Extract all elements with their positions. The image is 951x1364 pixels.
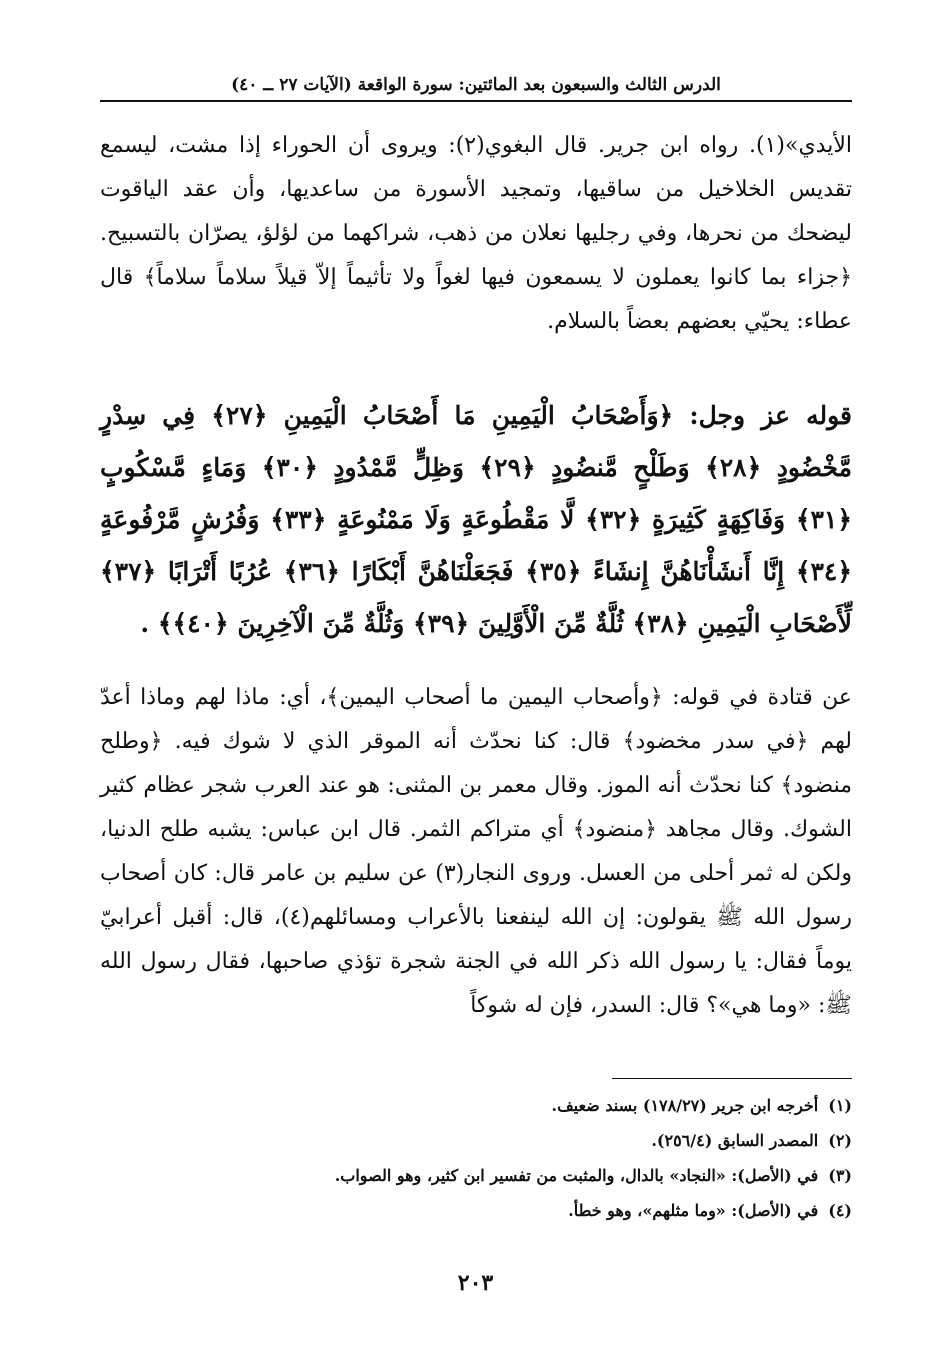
quran-lead: قوله عز وجل: (689, 401, 852, 430)
footnote-number: (٣) (828, 1166, 852, 1185)
footnotes (100, 1088, 852, 1228)
quran-verses: ﴿وَأَصْحَابُ الْيَمِينِ مَا أَصْحَابُ الْيَمِينِ ﴿٢٧﴾ فِي سِدْرٍ مَّخْضُودٍ ﴿٢٨﴾ وَطَلْحٍ مَّنضُودٍ ﴿٢٩﴾ وَظِلٍّ مَّمْدُودٍ ﴿٣٠﴾ وَمَاءٍ مَّسْكُوبٍ ﴿٣١﴾ وَفَاكِهَةٍ كَثِيرَةٍ ﴿٣٢﴾ لَّا مَقْطُوعَةٍ وَلَا مَمْنُوعَةٍ ﴿٣٣﴾ وَفُرُشٍ مَّرْفُوعَةٍ ﴿٣٤﴾ إِنَّا أَنشَأْنَاهُنَّ إِنشَاءً ﴿٣٥﴾ فَجَعَلْنَاهُنَّ أَبْكَارًا ﴿٣٦﴾ عُرُبًا أَتْرَابًا ﴿٣٧﴾ لِّأَصْحَابِ الْيَمِينِ ﴿٣٨﴾ ثُلَّةٌ مِّنَ الْأَوَّلِينَ ﴿٣٩﴾ وَثُلَّةٌ مِّنَ الْآخِرِينَ ﴿٤٠﴾﴾ . (100, 401, 853, 638)
page-number: ٢٠٣ (457, 1270, 494, 1296)
footnote-2 (100, 1123, 852, 1158)
footnote-4 (100, 1193, 852, 1228)
paragraph-1: الأيدي»(١). رواه ابن جرير. قال البغوي(٢): ويروى أن الحوراء إذا مشت، ليسمع تقديس الخلاخيل من ساقيها، وتمجيد الأسورة من ساعديها، وأن عقد الياقوت ليضحك من نحرها، وفي رجليها نعلان من ذهب، شراكهما من لؤلؤ، يصرّان بالتسبيح. ﴿جزاء بما كانوا يعملون لا يسمعون فيها لغواً ولا تأثيماً إلاّ قيلاً سلاماً سلاماً﴾ قال عطاء: يحيّي بعضهم بعضاً بالسلام. (100, 133, 853, 334)
quran-passage (100, 390, 852, 650)
footnote-text: في (الأصل): «النجاد» بالدال، والمثبت من تفسير ابن كثير، وهو الصواب. (334, 1166, 819, 1185)
running-header (100, 72, 852, 102)
header-title: الدرس الثالث والسبعون بعد المائتين: سورة الواقعة (الآيات ٢٧ ــ ٤٠) (231, 75, 721, 95)
footnote-text: المصدر السابق (٢٥٦/٤). (651, 1131, 819, 1150)
footnote-1 (100, 1088, 852, 1123)
footnote-number: (١) (828, 1096, 852, 1115)
footnote-3 (100, 1158, 852, 1193)
footnote-number: (٢) (828, 1131, 852, 1150)
footnote-divider (612, 1078, 852, 1079)
footnote-text: أخرجه ابن جرير (١٧٨/٢٧) بسند ضعيف. (551, 1096, 819, 1115)
paragraph-2: عن قتادة في قوله: ﴿وأصحاب اليمين ما أصحاب اليمين﴾، أي: ماذا لهم وماذا أعدّ لهم ﴿في سدر مخضود﴾ قال: كنا نحدّث أنه الموقر الذي لا شوك فيه. ﴿وطلح منضود﴾ كنا نحدّث أنه الموز. وقال معمر بن المثنى: هو عند العرب شجر عظام كثير الشوك. وقال مجاهد ﴿منضود﴾ أي متراكم الثمر. قال ابن عباس: يشبه طلح الدنيا، ولكن له ثمر أحلى من العسل. وروى النجار(٣) عن سليم بن عامر قال: كان أصحاب رسول الله ﷺ يقولون: إن الله لينفعنا بالأعراب ومسائلهم(٤)، قال: أقبل أعرابيّ يوماً فقال: يا رسول الله ذكر الله في الجنة شجرة تؤذي صاحبها، فقال رسول الله ﷺ: «وما هي»؟ قال: السدر، فإن له شوكاً (100, 685, 853, 1018)
footnote-number: (٤) (828, 1201, 852, 1220)
footnote-text: في (الأصل): «وما مثلهم»، وهو خطأ. (568, 1201, 819, 1220)
